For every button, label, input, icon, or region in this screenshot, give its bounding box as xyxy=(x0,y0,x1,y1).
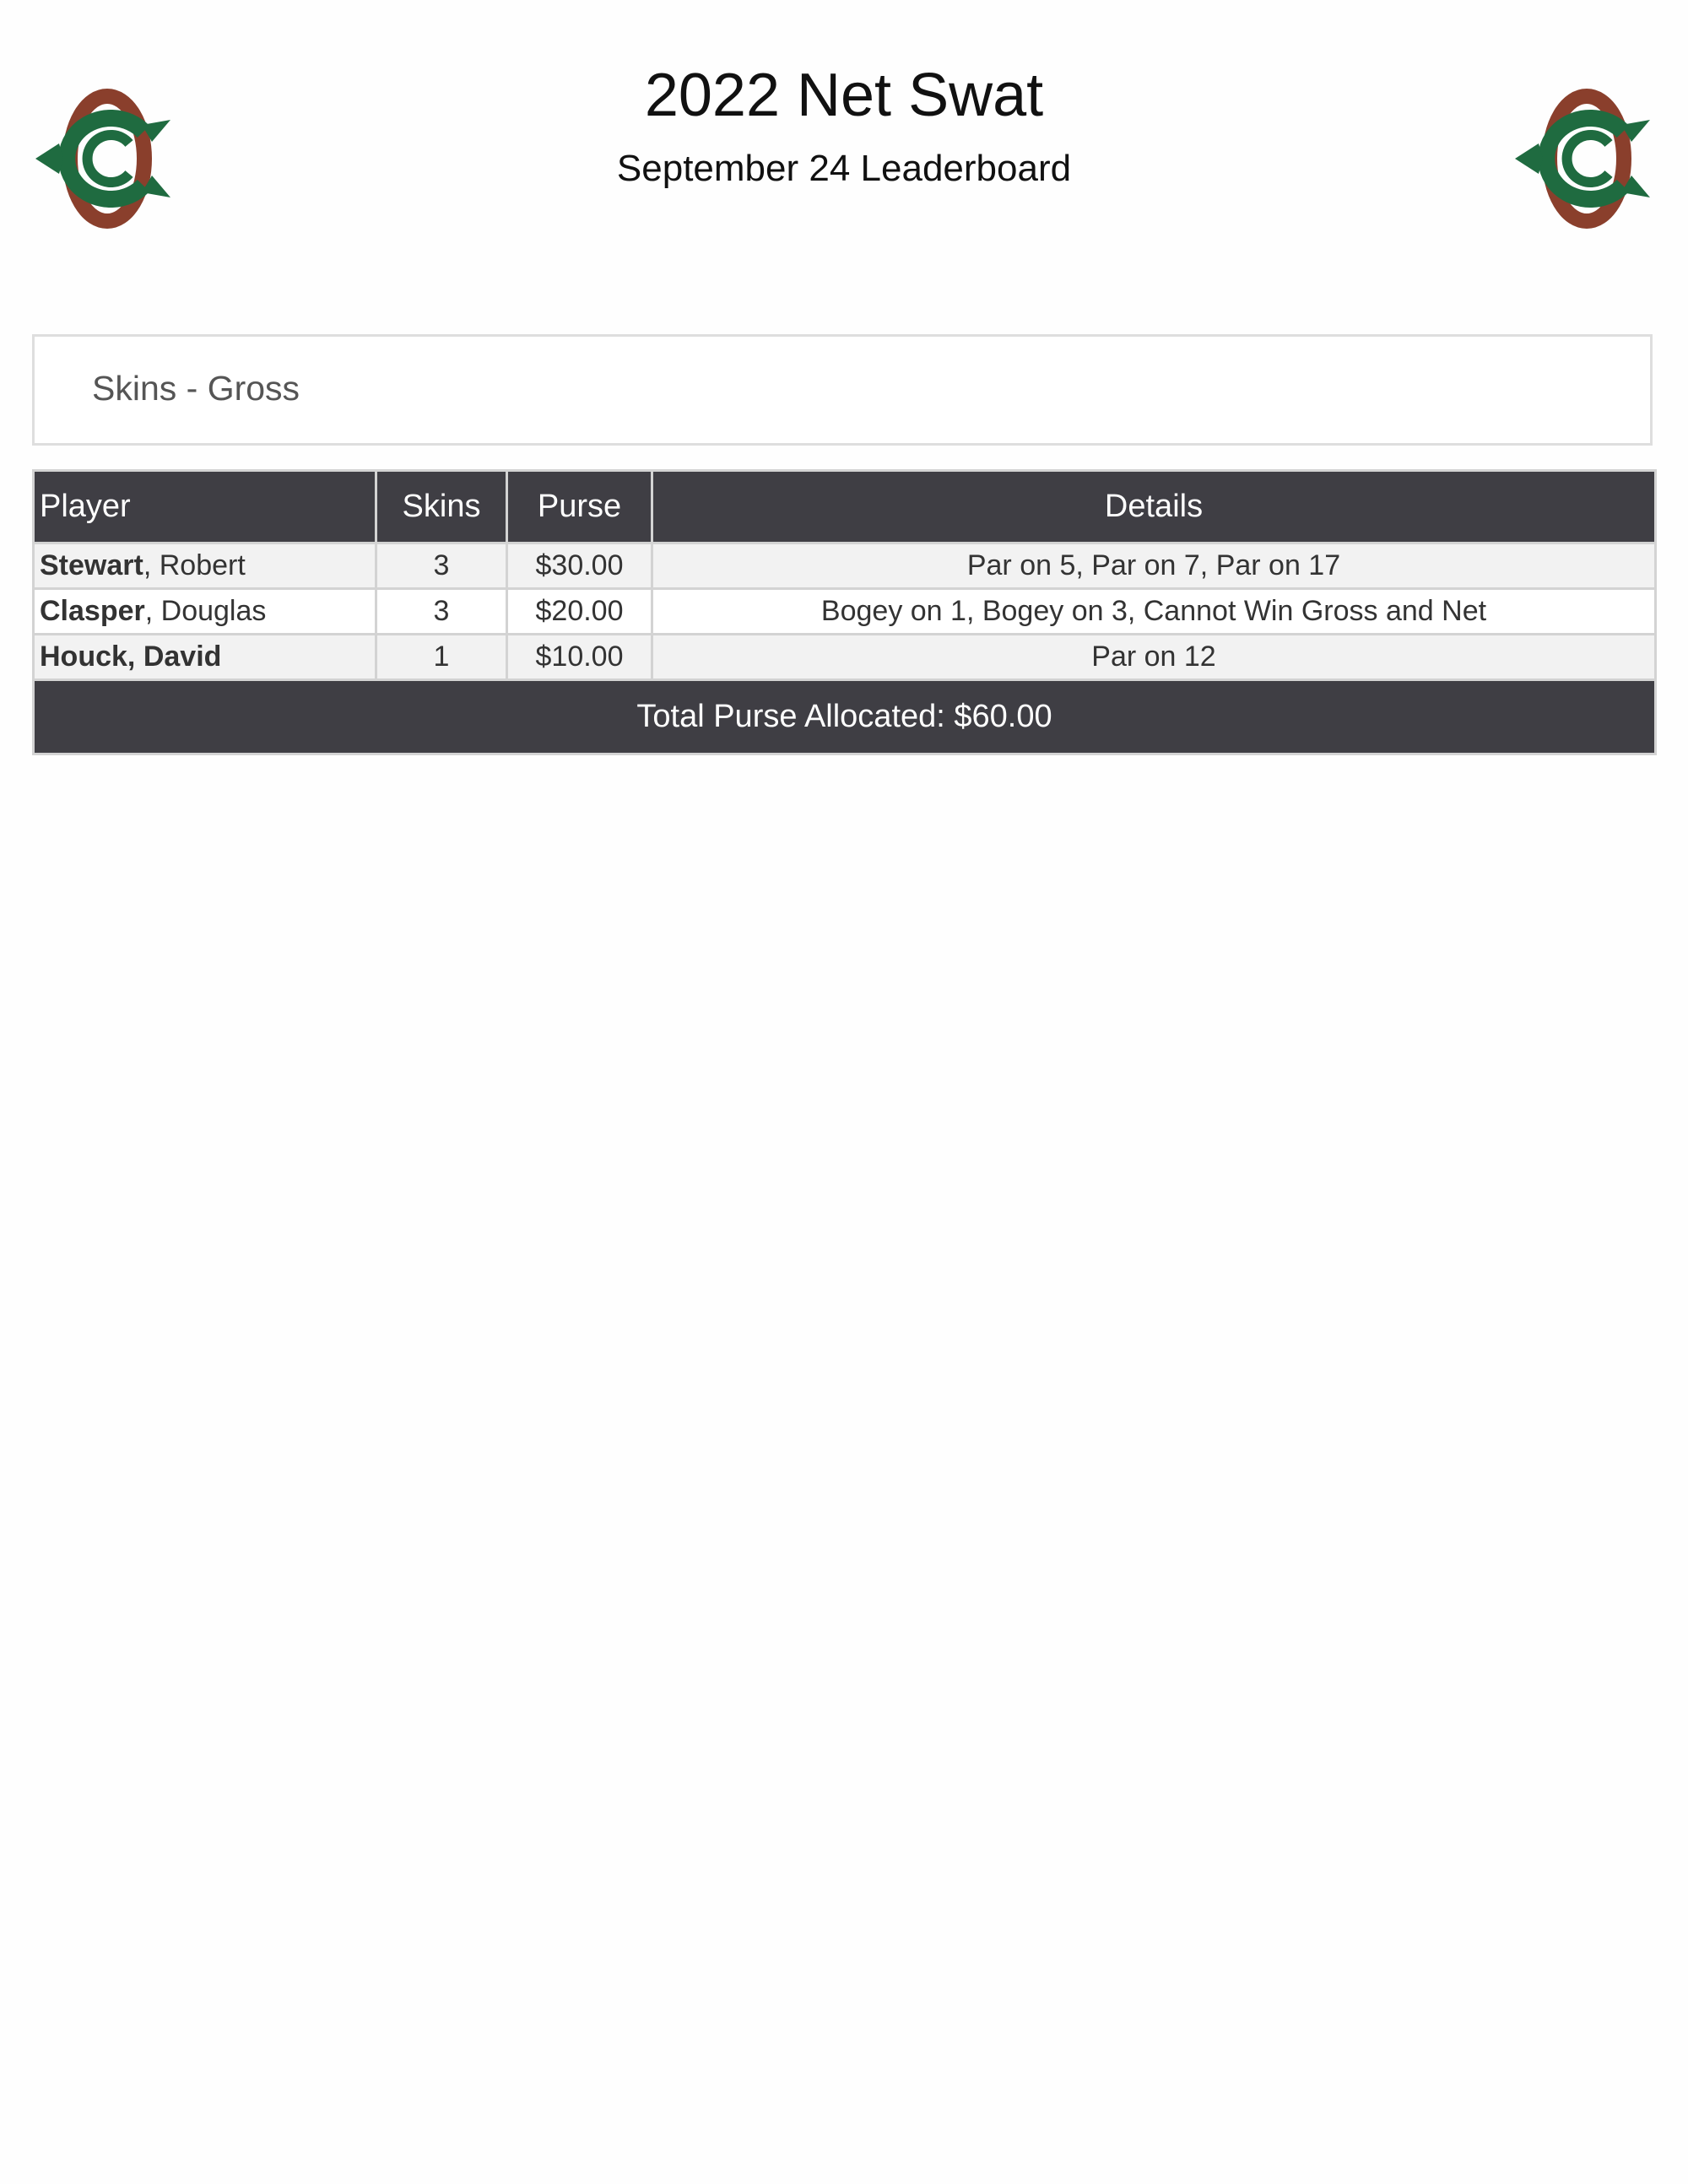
skin-details: Par on 12 xyxy=(652,635,1656,680)
player-first-name: David xyxy=(143,641,222,673)
skin-details: Bogey on 1, Bogey on 3, Cannot Win Gross and Net xyxy=(652,589,1656,635)
page-title: 2022 Net Swat xyxy=(644,62,1044,129)
purse-amount: $10.00 xyxy=(507,635,652,680)
page-subtitle: September 24 Leaderboard xyxy=(616,148,1072,189)
purse-amount: $20.00 xyxy=(507,589,652,635)
player-name[interactable] xyxy=(34,589,376,635)
skins-count: 3 xyxy=(376,543,507,589)
section-header xyxy=(32,334,1653,446)
table-row xyxy=(34,589,1656,635)
player-name[interactable] xyxy=(34,543,376,589)
table-header-row xyxy=(34,471,1656,543)
name-separator: , xyxy=(127,641,143,673)
table-row xyxy=(34,635,1656,680)
skins-count: 1 xyxy=(376,635,507,680)
section-title: Skins - Gross xyxy=(92,369,300,408)
column-header-skins[interactable]: Skins xyxy=(376,471,507,543)
skin-details: Par on 5, Par on 7, Par on 17 xyxy=(652,543,1656,589)
column-header-purse[interactable]: Purse xyxy=(507,471,652,543)
player-last-name: Stewart xyxy=(40,549,143,581)
player-last-name: Clasper xyxy=(40,595,145,627)
leaderboard-table xyxy=(32,469,1657,755)
purse-amount: $30.00 xyxy=(507,543,652,589)
total-purse: Total Purse Allocated: $60.00 xyxy=(34,680,1656,754)
column-header-player[interactable]: Player xyxy=(34,471,376,543)
player-first-name: Douglas xyxy=(160,595,267,627)
player-first-name: Robert xyxy=(159,549,246,581)
table-row xyxy=(34,543,1656,589)
name-separator: , xyxy=(144,595,161,627)
name-separator: , xyxy=(143,549,160,581)
column-header-details[interactable]: Details xyxy=(652,471,1656,543)
skins-count: 3 xyxy=(376,589,507,635)
table-footer-row xyxy=(34,680,1656,754)
player-name[interactable] xyxy=(34,635,376,680)
player-last-name: Houck xyxy=(40,641,127,673)
